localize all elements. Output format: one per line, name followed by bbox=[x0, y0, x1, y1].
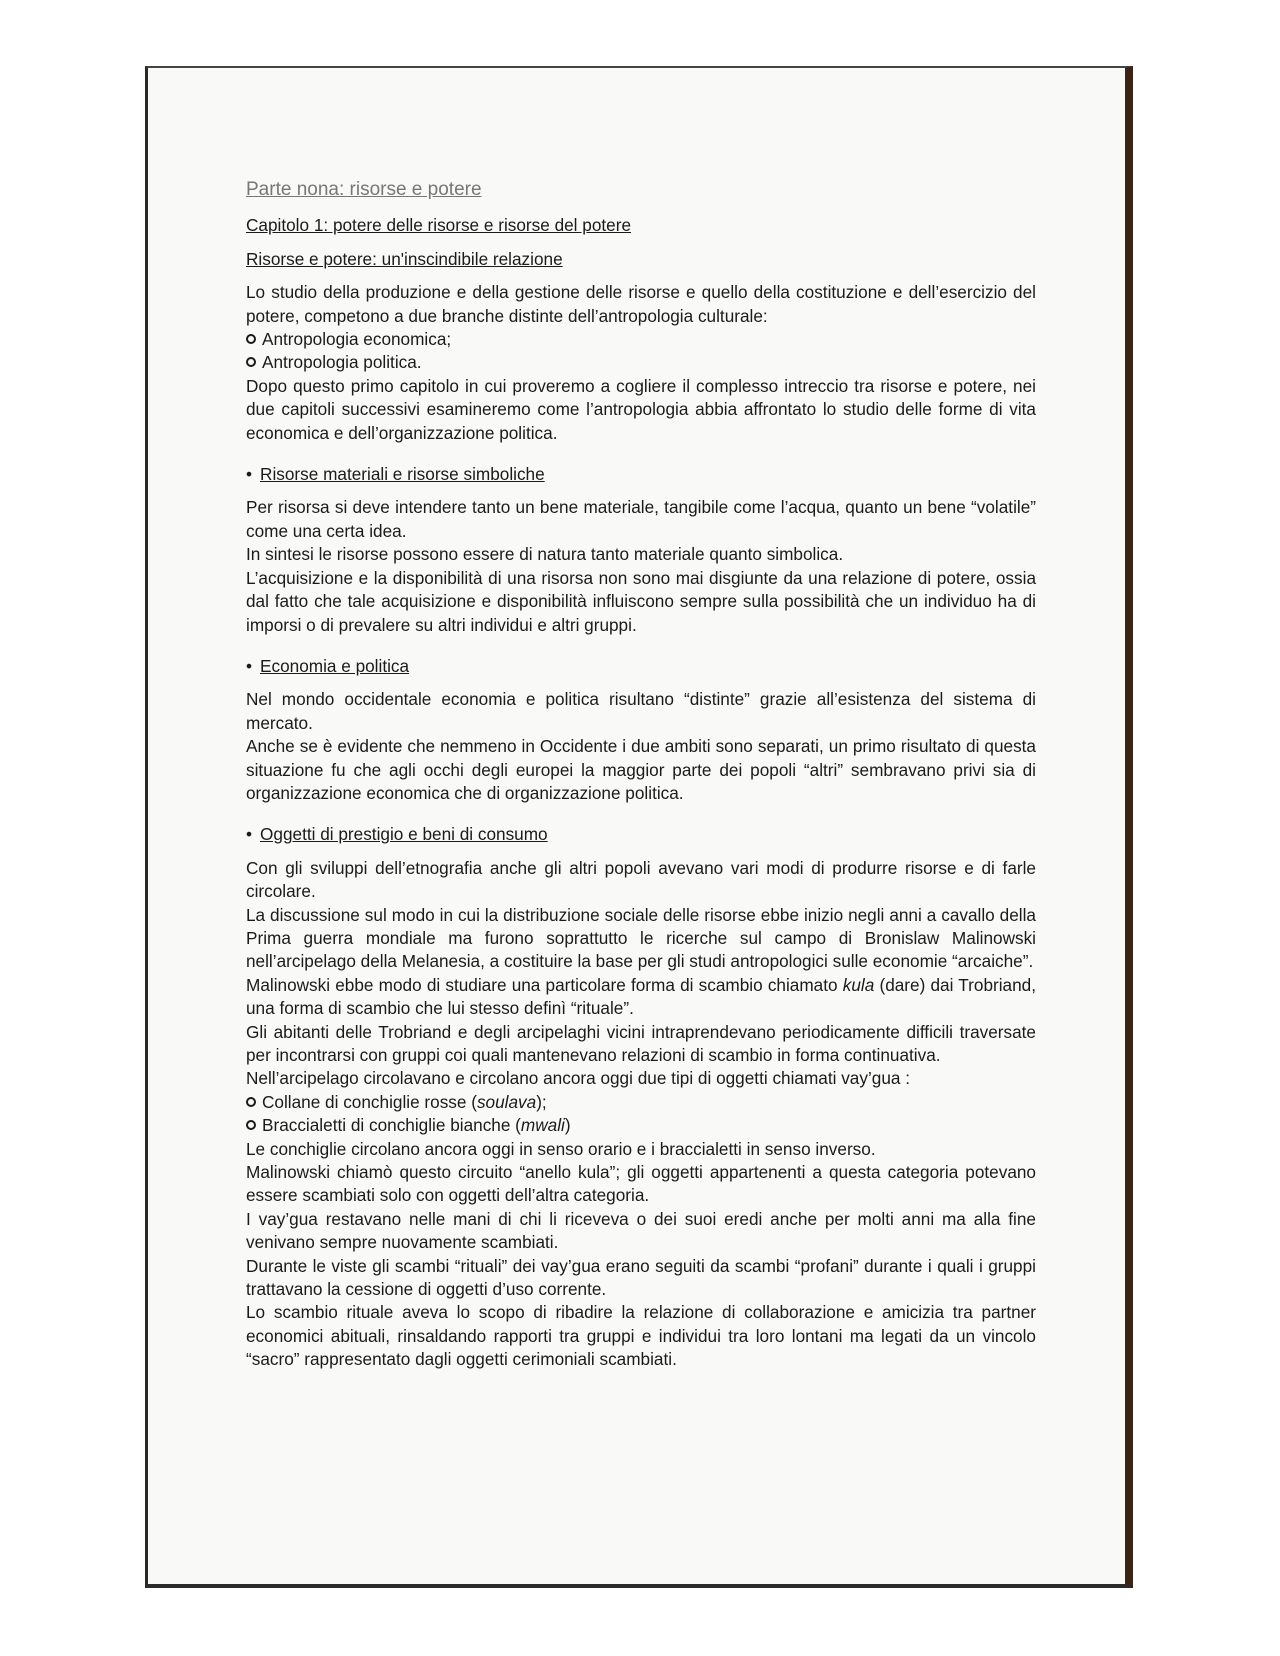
paragraph: Gli abitanti delle Trobriand e degli arcipelaghi vicini intraprendevano periodicamente difficili traversate per incontrarsi con gruppi coi quali mantenevano relazioni di scambio in forma continuativa. bbox=[246, 1021, 1036, 1065]
bullet-icon: • bbox=[246, 655, 253, 676]
page-content bbox=[246, 178, 1036, 1372]
paragraph-kula: Malinowski ebbe modo di studiare una particolare forma di scambio chiamato kula (dare) dai Trobriand, una forma di scambio che lui stesso definì “rituale”. bbox=[246, 974, 1036, 1019]
chapter-heading: Capitolo 1: potere delle risorse e risorse del potere bbox=[246, 215, 632, 236]
paragraph: Nel mondo occidentale economia e politica risultano “distinte” grazie all’esistenza del sistema di mercato. bbox=[246, 689, 1036, 733]
circle-bullet-icon bbox=[246, 1120, 256, 1130]
paragraph: Durante le viste gli scambi “rituali” dei vay’gua erano seguiti da scambi “profani” durante i quali i gruppi trattavano la cessione di oggetti d’uso corrente. bbox=[246, 1255, 1036, 1300]
circle-bullet-icon bbox=[246, 357, 256, 367]
circle-bullet-icon bbox=[246, 334, 256, 344]
paragraph: L’acquisizione e la disponibilità di una risorsa non sono mai disgiunte da una relazione di potere, ossia dal fatto che tale acquisizione e disponibilità influiscono sempre sulla possibilità che un individuo ha di imporsi o di prevalere su altri individui e altri gruppi. bbox=[246, 567, 1036, 635]
scanned-page bbox=[145, 66, 1133, 1588]
paragraph: I vay’gua restavano nelle mani di chi li riceveva o dei suoi eredi anche per molti anni ma alla fine venivano sempre nuovamente scambiati. bbox=[246, 1208, 1036, 1253]
paragraph: Le conchiglie circolano ancora oggi in senso orario e i braccialetti in senso inverso. bbox=[246, 1138, 876, 1159]
section-heading-prestige: • Oggetti di prestigio e beni di consumo bbox=[246, 824, 548, 845]
term-kula: kula bbox=[842, 974, 875, 995]
circle-bullet-icon bbox=[246, 1097, 256, 1107]
list-item: Antropologia economica; bbox=[246, 328, 1036, 351]
list-item: Braccialetti di conchiglie bianche (mwali) bbox=[246, 1114, 1036, 1137]
paragraph: Con gli sviluppi dell’etnografia anche gli altri popoli avevano vari modi di produrre risorse e di farle circolare. bbox=[246, 857, 1036, 902]
paragraph: Anche se è evidente che nemmeno in Occidente i due ambiti sono separati, un primo risultato di questa situazione fu che agli occhi degli europei la maggior parte dei popoli “altri” sembravano privi sia di organizzazione economica che di organizzazione politica. bbox=[246, 736, 1036, 803]
bullet-icon: • bbox=[246, 824, 253, 845]
subtitle-heading: Risorse e potere: un'inscindibile relazione bbox=[246, 248, 563, 269]
paragraph: Lo scambio rituale aveva lo scopo di ribadire la relazione di collaborazione e amicizia tra partner economici abituali, rinsaldando rapporti tra gruppi e individui tra loro lontani ma legati da un vincolo “sacro” rappresentato dagli oggetti cerimoniali scambiati. bbox=[246, 1302, 1036, 1370]
page-title: Parte nona: risorse e potere bbox=[246, 179, 482, 200]
paragraph: La discussione sul modo in cui la distribuzione sociale delle risorse ebbe inizio negli anni a cavallo della Prima guerra mondiale ma furono soprattutto le ricerche sul campo di Bronislaw Malinowski nell’arcipelago della Melanesia, a costituire la base per gli studi antropologici sulle economie “arcaiche”. bbox=[246, 904, 1036, 972]
paragraph: Nell’arcipelago circolavano e circolano ancora oggi due tipi di oggetti chiamati vay’gua : bbox=[246, 1068, 911, 1089]
section-heading-economy: • Economia e politica bbox=[246, 655, 410, 676]
intro-paragraph-2: Dopo questo primo capitolo in cui proveremo a cogliere il complesso intreccio tra risorse e potere, nei due capitoli successivi esamineremo come l’antropologia abbia affrontato lo studio delle forme di vita economica e dell’organizzazione politica. bbox=[246, 375, 1036, 443]
paragraph: In sintesi le risorse possono essere di natura tanto materiale quanto simbolica. bbox=[246, 544, 844, 565]
list-item: Antropologia politica. bbox=[246, 351, 1036, 374]
section-heading-resources: • Risorse materiali e risorse simboliche bbox=[246, 464, 545, 485]
paragraph: Malinowski chiamò questo circuito “anello kula”; gli oggetti appartenenti a questa categoria potevano essere scambiati solo con oggetti dell’altra categoria. bbox=[246, 1162, 1036, 1206]
intro-list bbox=[246, 328, 1036, 375]
paragraph: Per risorsa si deve intendere tanto un bene materiale, tangibile come l’acqua, quanto un bene “volatile” come una certa idea. bbox=[246, 497, 1036, 541]
list-item: Collane di conchiglie rosse (soulava); bbox=[246, 1091, 1036, 1114]
intro-paragraph-1: Lo studio della produzione e della gestione delle risorse e quello della costituzione e dell’esercizio del potere, competono a due branche distinte dell’antropologia culturale: bbox=[246, 282, 1036, 326]
vaygua-list bbox=[246, 1091, 1036, 1138]
bullet-icon: • bbox=[246, 464, 253, 485]
